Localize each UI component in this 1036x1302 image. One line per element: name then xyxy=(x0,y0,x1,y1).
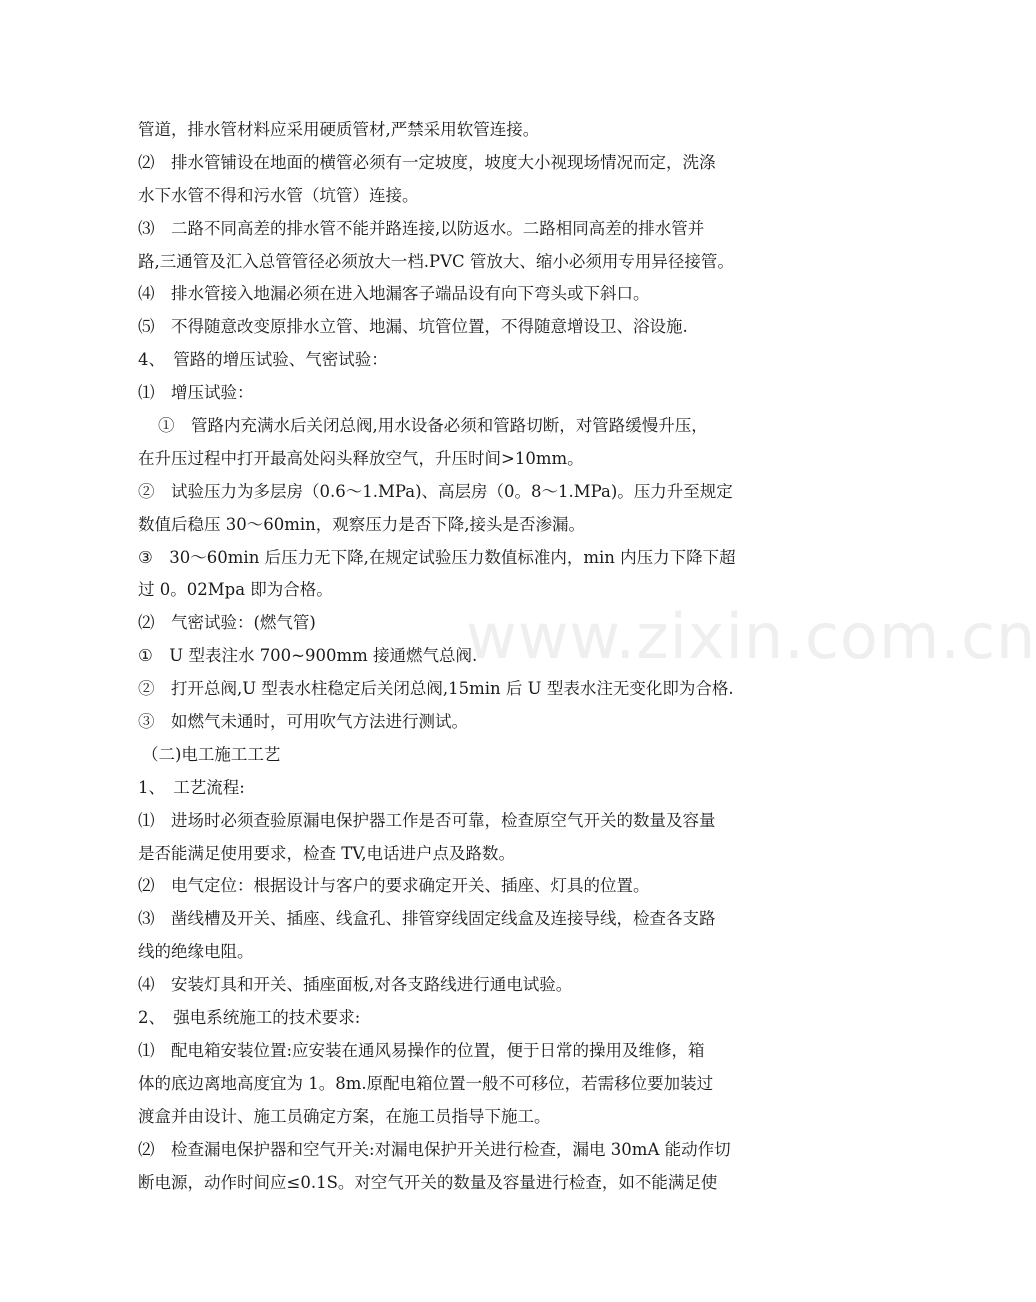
text-line: 线的绝缘电阻。 xyxy=(138,942,254,962)
text-line: 是否能满足使用要求，检查 TV,电话进户点及路数。 xyxy=(138,843,516,863)
text-line: 过 0。02Mpa 即为合格。 xyxy=(138,580,333,600)
text-line: ⑵ 排水管铺设在地面的横管必须有一定坡度，坡度大小视现场情况而定，洗涤 xyxy=(138,152,716,172)
text-line: 路,三通管及汇入总管管径必须放大一档.PVC 管放大、缩小必须用专用异径接管。 xyxy=(138,251,734,271)
text-line: 管道，排水管材料应采用硬质管材,严禁采用软管连接。 xyxy=(138,120,540,139)
text-line: ① U 型表注水 700~900mm 接通燃气总阀. xyxy=(138,646,478,666)
section-heading: 1、 工艺流程: xyxy=(138,777,245,797)
text-line: 数值后稳压 30～60min，观察压力是否下降,接头是否渗漏。 xyxy=(138,514,586,534)
section-heading: 2、 强电系统施工的技术要求: xyxy=(138,1008,361,1028)
text-line: ⑷ 安装灯具和开关、插座面板,对各支路线进行通电试验。 xyxy=(138,975,573,995)
text-line: ⑵ 电气定位：根据设计与客户的要求确定开关、插座、灯具的位置。 xyxy=(138,876,650,896)
text-line: ② 打开总阀,U 型表水柱稳定后关闭总阀,15min 后 U 型表水注无变化即为合格. xyxy=(138,679,734,699)
section-heading: 4、 管路的增压试验、气密试验： xyxy=(138,350,388,370)
text-line: ⑴ 进场时必须查验原漏电保护器工作是否可靠，检查原空气开关的数量及容量 xyxy=(138,810,716,830)
text-line: ⑶ 二路不同高差的排水管不能并路连接,以防返水。二路相同高差的排水管并 xyxy=(138,218,705,238)
document-body xyxy=(138,114,798,1199)
text-line: 在升压过程中打开最高处闷头释放空气，升压时间>10mm。 xyxy=(138,448,584,468)
text-line: 断电源，动作时间应≤0.1S。对空气开关的数量及容量进行检查，如不能满足使 xyxy=(138,1172,718,1192)
text-line: ⑵ 检查漏电保护器和空气开关:对漏电保护开关进行检查，漏电 30mA 能动作切 xyxy=(138,1139,731,1159)
text-line: ⑵ 气密试验：(燃气管) xyxy=(138,613,316,633)
text-line: ⑸ 不得随意改变原排水立管、地漏、坑管位置，不得随意增设卫、浴设施. xyxy=(138,317,688,337)
text-line: 渡盒并由设计、施工员确定方案，在施工员指导下施工。 xyxy=(138,1106,551,1126)
text-line: ⑶ 凿线槽及开关、插座、线盒孔、排管穿线固定线盒及连接导线，检查各支路 xyxy=(138,909,716,929)
text-line: 体的底边离地高度宜为 1。8m.原配电箱位置一般不可移位，若需移位要加装过 xyxy=(138,1073,714,1093)
text-line: ① 管路内充满水后关闭总阀,用水设备必须和管路切断，对管路缓慢升压， xyxy=(158,416,708,436)
section-heading: （二)电工施工工艺 xyxy=(142,744,281,764)
text-line: ③ 如燃气未通时，可用吹气方法进行测试。 xyxy=(138,712,468,732)
text-line: 水下水管不得和污水管（坑管）连接。 xyxy=(138,185,419,205)
text-line: ③ 30～60min 后压力无下降,在规定试验压力数值标准内，min 内压力下降下超 xyxy=(138,547,736,567)
text-line: ⑷ 排水管接入地漏必须在进入地漏客子端品设有向下弯头或下斜口。 xyxy=(138,284,650,304)
text-line: ② 试验压力为多层房（0.6～1.MPa)、高层房（0。8～1.MPa)。压力升至规定 xyxy=(138,481,733,501)
watermark: www.zixin.com.cn xyxy=(466,600,1036,673)
text-line: ⑴ 增压试验： xyxy=(138,383,254,403)
text-line: ⑴ 配电箱安装位置:应安装在通风易操作的位置，便于日常的操用及维修，箱 xyxy=(138,1040,705,1060)
